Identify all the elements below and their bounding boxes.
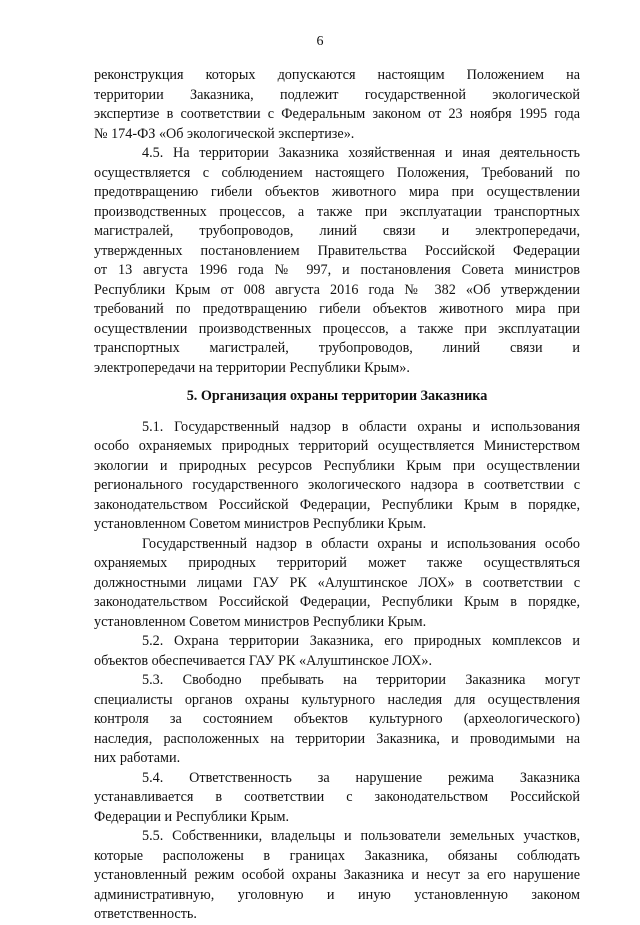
text-line: специалисты органов охраны культурного наследия для осуществления bbox=[94, 691, 580, 708]
text-line: контроля за состоянием объектов культурного (археологического) bbox=[94, 711, 580, 727]
paragraph-4-5 bbox=[94, 144, 580, 378]
text-line: административную, уголовную и иную установленную законом bbox=[94, 886, 580, 903]
page-number: 6 bbox=[316, 34, 324, 49]
paragraph-5-4 bbox=[94, 769, 580, 828]
text-line: наследия, расположенных на территории Заказника, и проводимыми на bbox=[94, 730, 580, 747]
text-line: установленном Советом министров Республики Крым. bbox=[94, 613, 427, 630]
text-line: производственных процессов, а также при эксплуатации транспортных bbox=[94, 203, 580, 220]
text-line: № 174-ФЗ «Об экологической экспертизе». bbox=[94, 125, 355, 142]
text-line: 4.5. На территории Заказника хозяйственная и иная деятельность bbox=[142, 145, 580, 161]
text-line: реконструкция которых допускаются настоящим Положением на bbox=[94, 67, 580, 83]
text-line: 5.1. Государственный надзор в области охраны и использования bbox=[142, 418, 580, 435]
paragraph-4-4-continuation bbox=[94, 66, 580, 144]
text-line: установленном Советом министров Республики Крым. bbox=[94, 516, 427, 532]
text-line: 5.2. Охрана территории Заказника, его природных комплексов и bbox=[142, 633, 580, 649]
paragraph-5-2 bbox=[94, 632, 580, 671]
text-line: них работами. bbox=[94, 750, 181, 766]
text-line: ответственность. bbox=[94, 906, 197, 922]
text-line: территории Заказника, подлежит государственной экологической bbox=[94, 86, 580, 103]
text-line: должностными лицами ГАУ РК «Алуштинское ЛОХ» в соответствии с bbox=[94, 574, 580, 591]
text-line: экспертизе в соответствии с Федеральным законом от 23 ноября 1995 года bbox=[94, 106, 580, 122]
text-line: охраняемых природных территорий может также осуществляться bbox=[94, 555, 580, 571]
text-line: устанавливается в соответствии с законодательством Российской bbox=[94, 789, 580, 805]
document-body bbox=[94, 66, 580, 925]
section-heading: 5. Организация охраны территории Заказника bbox=[186, 388, 488, 404]
text-line: от 13 августа 1996 года № 997, и постановления Совета министров bbox=[94, 262, 580, 278]
text-line: законодательством Российской Федерации, Республики Крым в порядке, bbox=[94, 496, 580, 513]
text-line: объектов обеспечивается ГАУ РК «Алуштинское ЛОХ». bbox=[94, 652, 433, 669]
text-line: Федерации и Республики Крым. bbox=[94, 808, 290, 825]
text-line: законодательством Российской Федерации, Республики Крым в порядке, bbox=[94, 594, 580, 610]
paragraph-5-1 bbox=[94, 418, 580, 535]
text-line: осуществляется с соблюдением настоящего Положения, Требований по bbox=[94, 164, 580, 181]
paragraph-5-5 bbox=[94, 827, 580, 925]
text-line: утвержденных постановлением Правительства Российской Федерации bbox=[94, 242, 580, 259]
text-line: 5.5. Собственники, владельцы и пользователи земельных участков, bbox=[142, 828, 580, 844]
text-line: регионального государственного экологического надзора в соответствии с bbox=[94, 477, 580, 493]
text-line: 5.3. Свободно пребывать на территории Заказника могут bbox=[142, 672, 580, 688]
text-line: экологии и природных ресурсов Республики Крым при осуществлении bbox=[94, 457, 580, 474]
text-line: установленный режим особой охраны Заказника и несут за его нарушение bbox=[94, 867, 580, 883]
paragraph-5-3 bbox=[94, 671, 580, 769]
text-line: Республики Крым от 008 августа 2016 года № 382 «Об утверждении bbox=[94, 281, 580, 298]
text-line: особо охраняемых природных территорий осуществляется Министерством bbox=[94, 438, 580, 454]
text-line: транспортных магистралей, трубопроводов, линий связи и bbox=[94, 340, 580, 356]
text-line: электропередачи на территории Республики Крым». bbox=[94, 359, 410, 376]
text-line: которые расположены в границах Заказника, обязаны соблюдать bbox=[94, 847, 580, 864]
text-line: 5.4. Ответственность за нарушение режима Заказника bbox=[142, 769, 580, 786]
text-line: требований по предотвращению гибели объектов животного мира при bbox=[94, 301, 580, 317]
text-line: осуществлении производственных процессов, а также при эксплуатации bbox=[94, 320, 580, 337]
text-line: магистралей, трубопроводов, линий связи и электропередачи, bbox=[94, 223, 580, 239]
text-line: Государственный надзор в области охраны и использования особо bbox=[142, 535, 580, 552]
paragraph-5-1-second bbox=[94, 535, 580, 633]
text-line: предотвращению гибели объектов животного мира при осуществлении bbox=[94, 184, 580, 200]
